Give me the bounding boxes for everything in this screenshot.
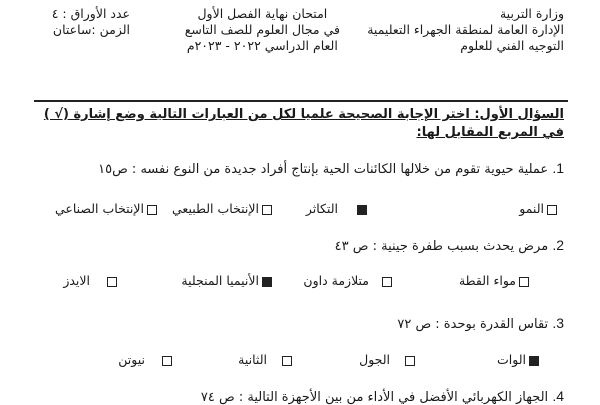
q3-option-4[interactable]: نيوتن [118,352,175,367]
question-text: عملية حيوية تقوم من خلالها الكائنات الحية بإنتاج أفراد جديدة من النوع نفسه : ص١٥ [98,162,549,177]
q1-option-4[interactable]: الإنتخاب الصناعي [55,201,160,216]
question-text: تقاس القدرة بوحدة : ص ٧٢ [397,317,549,332]
checkbox[interactable] [107,277,117,287]
question-text: الجهاز الكهربائي الأفضل في الأداء من بين الأجهزة التالية : ص ٧٤ [200,390,549,405]
header-right-line: الإدارة العامة لمنطقة الجهراء التعليمية [367,22,564,37]
header-ministry [367,6,564,54]
checkbox[interactable] [282,356,292,366]
q2-option-3[interactable]: الأنيميا المنجلية [181,273,275,288]
question-number: 3. [552,315,564,331]
header-center-line: العام الدراسي ٢٠٢٢ - ٢٠٢٣م [186,38,338,53]
checkbox[interactable] [147,205,157,215]
header-left-line: الزمن :ساعتان [52,22,130,37]
question-3 [397,315,564,332]
q1-option-1[interactable]: النمو [519,201,560,216]
header-center-line: امتحان نهاية الفصل الأول [197,6,328,21]
header-exam-info [185,6,340,54]
question-number: 1. [552,160,564,176]
checkbox[interactable] [162,356,172,366]
checkbox[interactable] [405,356,415,366]
question-4 [201,388,564,405]
header-center-line: في مجال العلوم للصف التاسع [184,22,340,37]
checkbox-checked[interactable] [262,277,272,287]
q3-option-1[interactable]: الوات [497,352,542,367]
question-2 [335,237,564,254]
q3-option-3[interactable]: الثانية [238,352,295,367]
question-1 [98,160,564,177]
question-number: 2. [552,237,564,253]
q3-option-2[interactable]: الجول [359,352,418,367]
header-right-line: وزارة التربية [499,6,564,21]
header-right-line: التوجيه الفني للعلوم [460,38,564,53]
checkbox[interactable] [519,277,529,287]
checkbox-checked[interactable] [529,356,539,366]
q2-option-1[interactable]: مواء القطة [459,273,532,288]
header-divider [34,100,568,102]
checkbox-checked[interactable] [357,205,367,215]
question-number: 4. [552,388,564,404]
q1-option-3[interactable]: الإنتخاب الطبيعي [172,201,275,216]
section-title: السؤال الأول: اختر الإجابة الصحيحة علميا لكل من العبارات التالية وضع إشارة (√ ) [43,107,564,122]
header-pages-time [52,6,130,38]
q1-option-2[interactable]: التكاثر [306,201,370,216]
section-subtitle: في المربع المقابل لها: [416,125,564,140]
q2-option-2[interactable]: متلازمة داون [303,273,395,288]
checkbox[interactable] [262,205,272,215]
question-text: مرض يحدث بسبب طفرة جينية : ص ٤٣ [334,239,549,254]
checkbox[interactable] [547,205,557,215]
q2-option-4[interactable]: الايدز [63,273,120,288]
checkbox[interactable] [382,277,392,287]
header-left-line: عدد الأوراق : ٤ [51,6,130,21]
